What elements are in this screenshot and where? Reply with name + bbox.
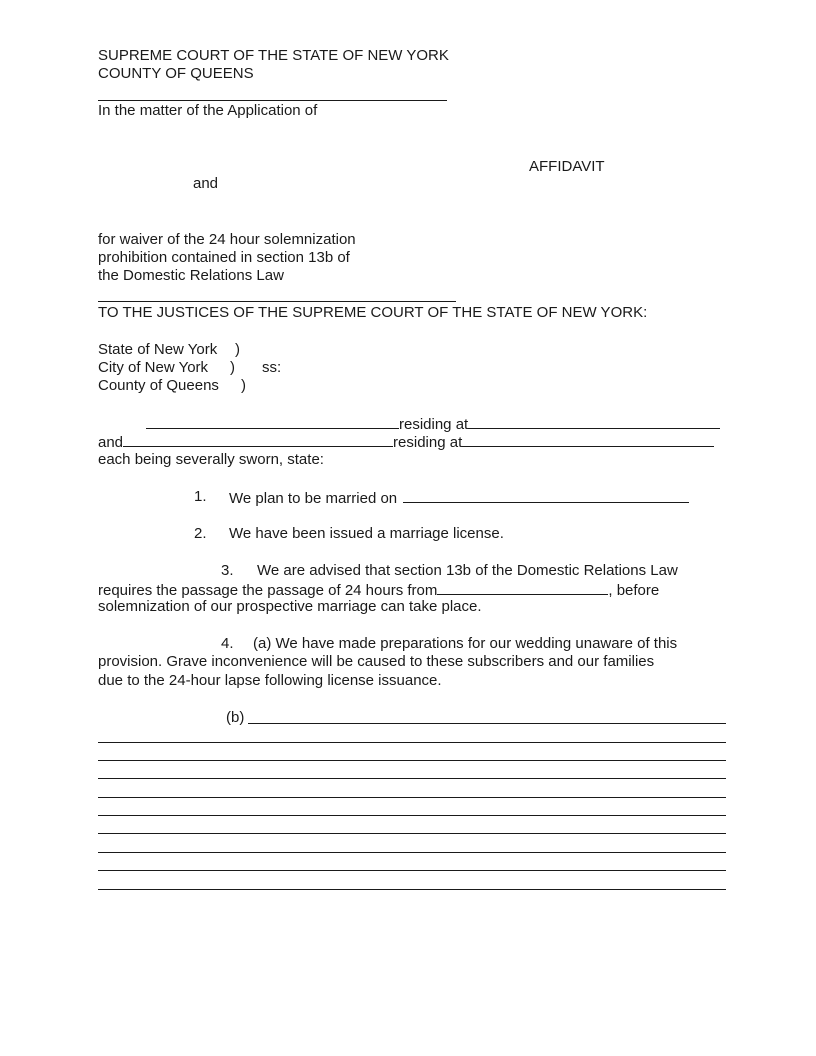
wedding-date-blank[interactable] bbox=[403, 488, 689, 503]
para4b-blank-line[interactable] bbox=[98, 852, 726, 853]
para4b-blank-line[interactable] bbox=[98, 889, 726, 890]
sworn-statement: each being severally sworn, state: bbox=[98, 451, 324, 468]
para4b-label: (b) bbox=[226, 709, 245, 726]
para4b-blank-line[interactable] bbox=[98, 742, 726, 743]
para4b-blank-line[interactable] bbox=[98, 815, 726, 816]
para1-number: 1. bbox=[194, 488, 207, 505]
para2-number: 2. bbox=[194, 525, 207, 542]
para4b-blank-line[interactable] bbox=[98, 797, 726, 798]
court-name: SUPREME COURT OF THE STATE OF NEW YORK bbox=[98, 47, 449, 64]
venue-ss: ss: bbox=[262, 359, 282, 376]
para3-line2-end: , before bbox=[608, 582, 660, 599]
party2-line bbox=[98, 432, 714, 452]
para4-line2: provision. Grave inconvenience will be caused to these subscribers and our families bbox=[98, 653, 655, 670]
caption-bottom-rule bbox=[98, 301, 456, 302]
venue-city: City of New York bbox=[98, 359, 209, 376]
para2-text: We have been issued a marriage license. bbox=[229, 525, 504, 542]
waiver-line: prohibition contained in section 13b of bbox=[98, 249, 350, 266]
para3-line2-text: requires the passage the passage of 24 hours from bbox=[98, 582, 438, 599]
party2-address-blank[interactable] bbox=[462, 432, 714, 447]
venue-paren: ) bbox=[241, 377, 246, 394]
para3-line3: solemnization of our prospective marriage can take place. bbox=[98, 598, 482, 615]
party1-name-blank[interactable] bbox=[146, 414, 399, 429]
para1-text: We plan to be married on bbox=[229, 490, 398, 507]
para3-number: 3. bbox=[221, 562, 234, 579]
para4b-blank-line[interactable] bbox=[98, 870, 726, 871]
and-label: and bbox=[98, 434, 124, 451]
matter-line: In the matter of the Application of bbox=[98, 102, 318, 119]
party2-name-blank[interactable] bbox=[123, 432, 393, 447]
document-title: AFFIDAVIT bbox=[529, 158, 605, 175]
venue-paren: ) bbox=[235, 341, 240, 358]
license-issued-blank[interactable] bbox=[437, 580, 608, 595]
venue-state: State of New York bbox=[98, 341, 218, 358]
para4-line3: due to the 24-hour lapse following license issuance. bbox=[98, 672, 442, 689]
para4b-blank-line[interactable] bbox=[98, 778, 726, 779]
caption-top-rule bbox=[98, 100, 447, 101]
county-name: COUNTY OF QUEENS bbox=[98, 65, 254, 82]
para4-line1: (a) We have made preparations for our wedding unaware of this bbox=[253, 635, 678, 652]
and-text: and bbox=[193, 175, 219, 192]
residing-label: residing at bbox=[399, 416, 469, 433]
para4b-blank-line[interactable] bbox=[98, 833, 726, 834]
para4b-blank-line[interactable] bbox=[98, 760, 726, 761]
waiver-line: the Domestic Relations Law bbox=[98, 267, 284, 284]
party1-line bbox=[146, 414, 720, 434]
venue-paren: ) bbox=[230, 359, 235, 376]
para3-line1: We are advised that section 13b of the Domestic Relations Law bbox=[257, 562, 678, 579]
waiver-line: for waiver of the 24 hour solemnization bbox=[98, 231, 356, 248]
address-line: TO THE JUSTICES OF THE SUPREME COURT OF THE STATE OF NEW YORK: bbox=[98, 304, 648, 321]
para3-line2 bbox=[98, 580, 659, 600]
residing-label: residing at bbox=[393, 434, 463, 451]
party1-address-blank[interactable] bbox=[468, 414, 720, 429]
para4b-blank-line[interactable] bbox=[248, 723, 726, 724]
para1-line bbox=[229, 488, 689, 508]
para4-number: 4. bbox=[221, 635, 234, 652]
venue-county: County of Queens bbox=[98, 377, 219, 394]
